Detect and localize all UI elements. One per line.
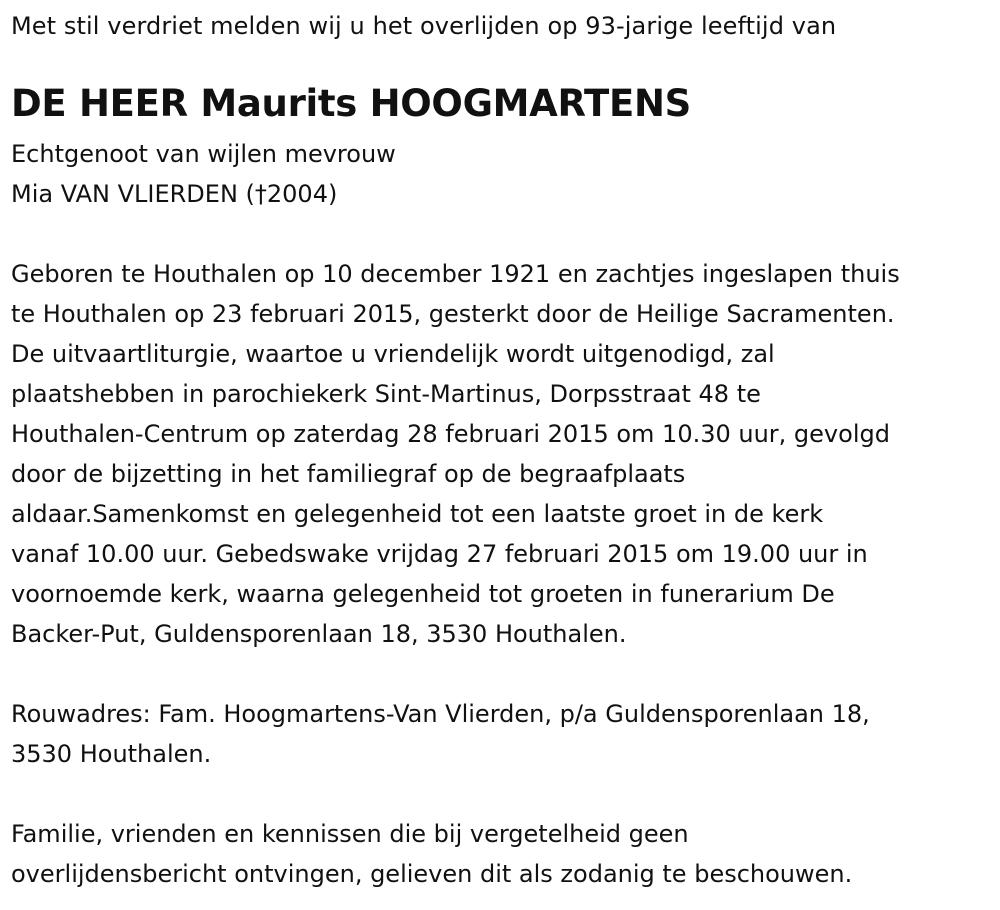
spouse-line: Mia VAN VLIERDEN (†2004) [11, 180, 338, 208]
body-line: Backer-Put, Guldensporenlaan 18, 3530 Houthalen. [11, 620, 627, 648]
deceased-name: DE HEER Maurits HOOGMARTENS [11, 82, 691, 125]
body-line: De uitvaartliturgie, waartoe u vriendelijk wordt uitgenodigd, zal [11, 340, 775, 368]
address-line: 3530 Houthalen. [11, 740, 212, 768]
body-line: Geboren te Houthalen op 10 december 1921 en zachtjes ingeslapen thuis [11, 260, 900, 288]
body-line: Houthalen-Centrum op zaterdag 28 februari 2015 om 10.30 uur, gevolgd [11, 420, 890, 448]
mourning-address [11, 694, 870, 774]
notice-line: overlijdensbericht ontvingen, gelieven dit als zodanig te beschouwen. [11, 860, 853, 888]
spouse-line: Echtgenoot van wijlen mevrouw [11, 140, 396, 168]
address-line: Rouwadres: Fam. Hoogmartens-Van Vlierden, p/a Guldensporenlaan 18, [11, 700, 870, 728]
spouse-info [11, 134, 396, 214]
body-line: vanaf 10.00 uur. Gebedswake vrijdag 27 februari 2015 om 19.00 uur in [11, 540, 868, 568]
funeral-details [11, 254, 900, 654]
closing-notice [11, 814, 852, 894]
body-line: aldaar.Samenkomst en gelegenheid tot een laatste groet in de kerk [11, 500, 824, 528]
intro-text: Met stil verdriet melden wij u het overlijden op 93-jarige leeftijd van [11, 12, 837, 40]
notice-line: Familie, vrienden en kennissen die bij vergetelheid geen [11, 820, 689, 848]
body-line: plaatshebben in parochiekerk Sint-Martinus, Dorpsstraat 48 te [11, 380, 761, 408]
body-line: door de bijzetting in het familiegraf op de begraafplaats [11, 460, 686, 488]
body-line: voornoemde kerk, waarna gelegenheid tot groeten in funerarium De [11, 580, 835, 608]
body-line: te Houthalen op 23 februari 2015, gesterkt door de Heilige Sacramenten. [11, 300, 895, 328]
